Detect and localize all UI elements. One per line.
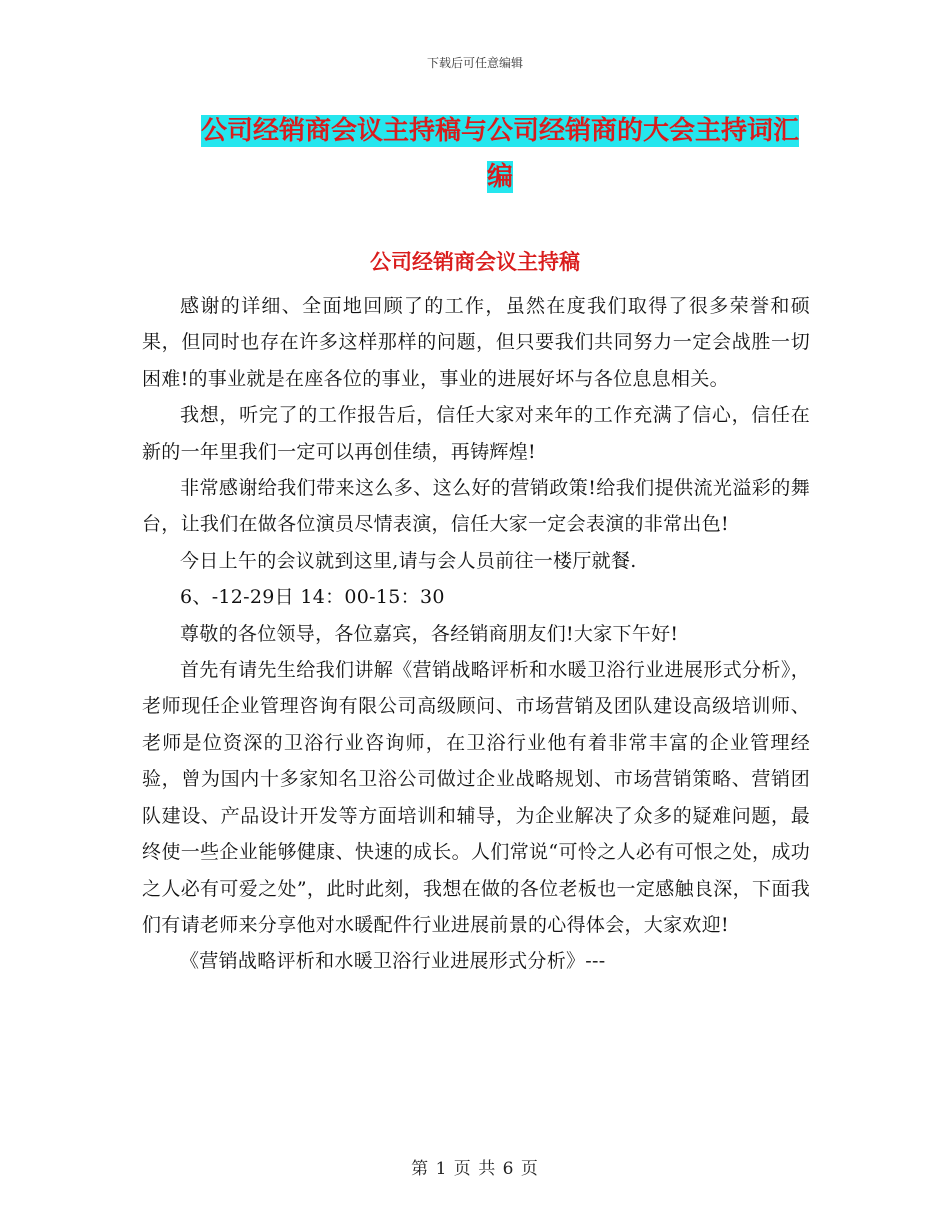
- document-title-text: 公司经销商会议主持稿与公司经销商的大会主持词汇编: [200, 116, 799, 192]
- section-title: 公司经销商会议主持稿: [370, 250, 580, 274]
- paragraph: 今日上午的会议就到这里,请与会人员前往一楼厅就餐.: [180, 549, 637, 572]
- paragraph: 《营销战略评析和水暖卫浴行业进展形式分析》---: [180, 950, 606, 973]
- paragraph: 尊敬的各位领导，各位嘉宾，各经销商朋友们!大家下午好!: [180, 622, 679, 645]
- header-note: 下载后可任意编辑: [426, 56, 523, 70]
- document-title: [190, 108, 810, 200]
- document-body: [142, 288, 810, 980]
- paragraph: 感谢的详细、全面地回顾了的工作，虽然在度我们取得了很多荣誉和硕果，但同时也存在许多这样那样的问题，但只要我们共同努力一定会战胜一切困难!的事业就是在座各位的事业，事业的进展好坏与各位息息相关。: [142, 295, 810, 390]
- page-number: 第 1 页 共 6 页: [411, 1159, 539, 1179]
- paragraph: 非常感谢给我们带来这么多、这么好的营销政策!给我们提供流光溢彩的舞台，让我们在做各位演员尽情表演，信任大家一定会表演的非常出色!: [142, 477, 810, 536]
- paragraph: 6、-12-29日 14：00-15：30: [180, 586, 445, 609]
- paragraph: 我想，听完了的工作报告后，信任大家对来年的工作充满了信心，信任在新的一年里我们一定可以再创佳绩，再铸辉煌!: [142, 404, 810, 463]
- paragraph: 首先有请先生给我们讲解《营销战略评析和水暖卫浴行业进展形式分析》，老师现任企业管理咨询有限公司高级顾问、市场营销及团队建设高级培训师、老师是位资深的卫浴行业咨询师，在卫浴行业他有着非常丰富的企业管理经验，曾为国内十多家知名卫浴公司做过企业战略规划、市场营销策略、营销团队建设、产品设计开发等方面培训和辅导，为企业解决了众多的疑难问题，最终使一些企业能够健康、快速的成长。人们常说“可怜之人必有可恨之处，成功之人必有可爱之处”，此时此刻，我想在做的各位老板也一定感触良深，下面我们有请老师来分享他对水暖配件行业进展前景的心得体会，大家欢迎!: [142, 659, 810, 936]
